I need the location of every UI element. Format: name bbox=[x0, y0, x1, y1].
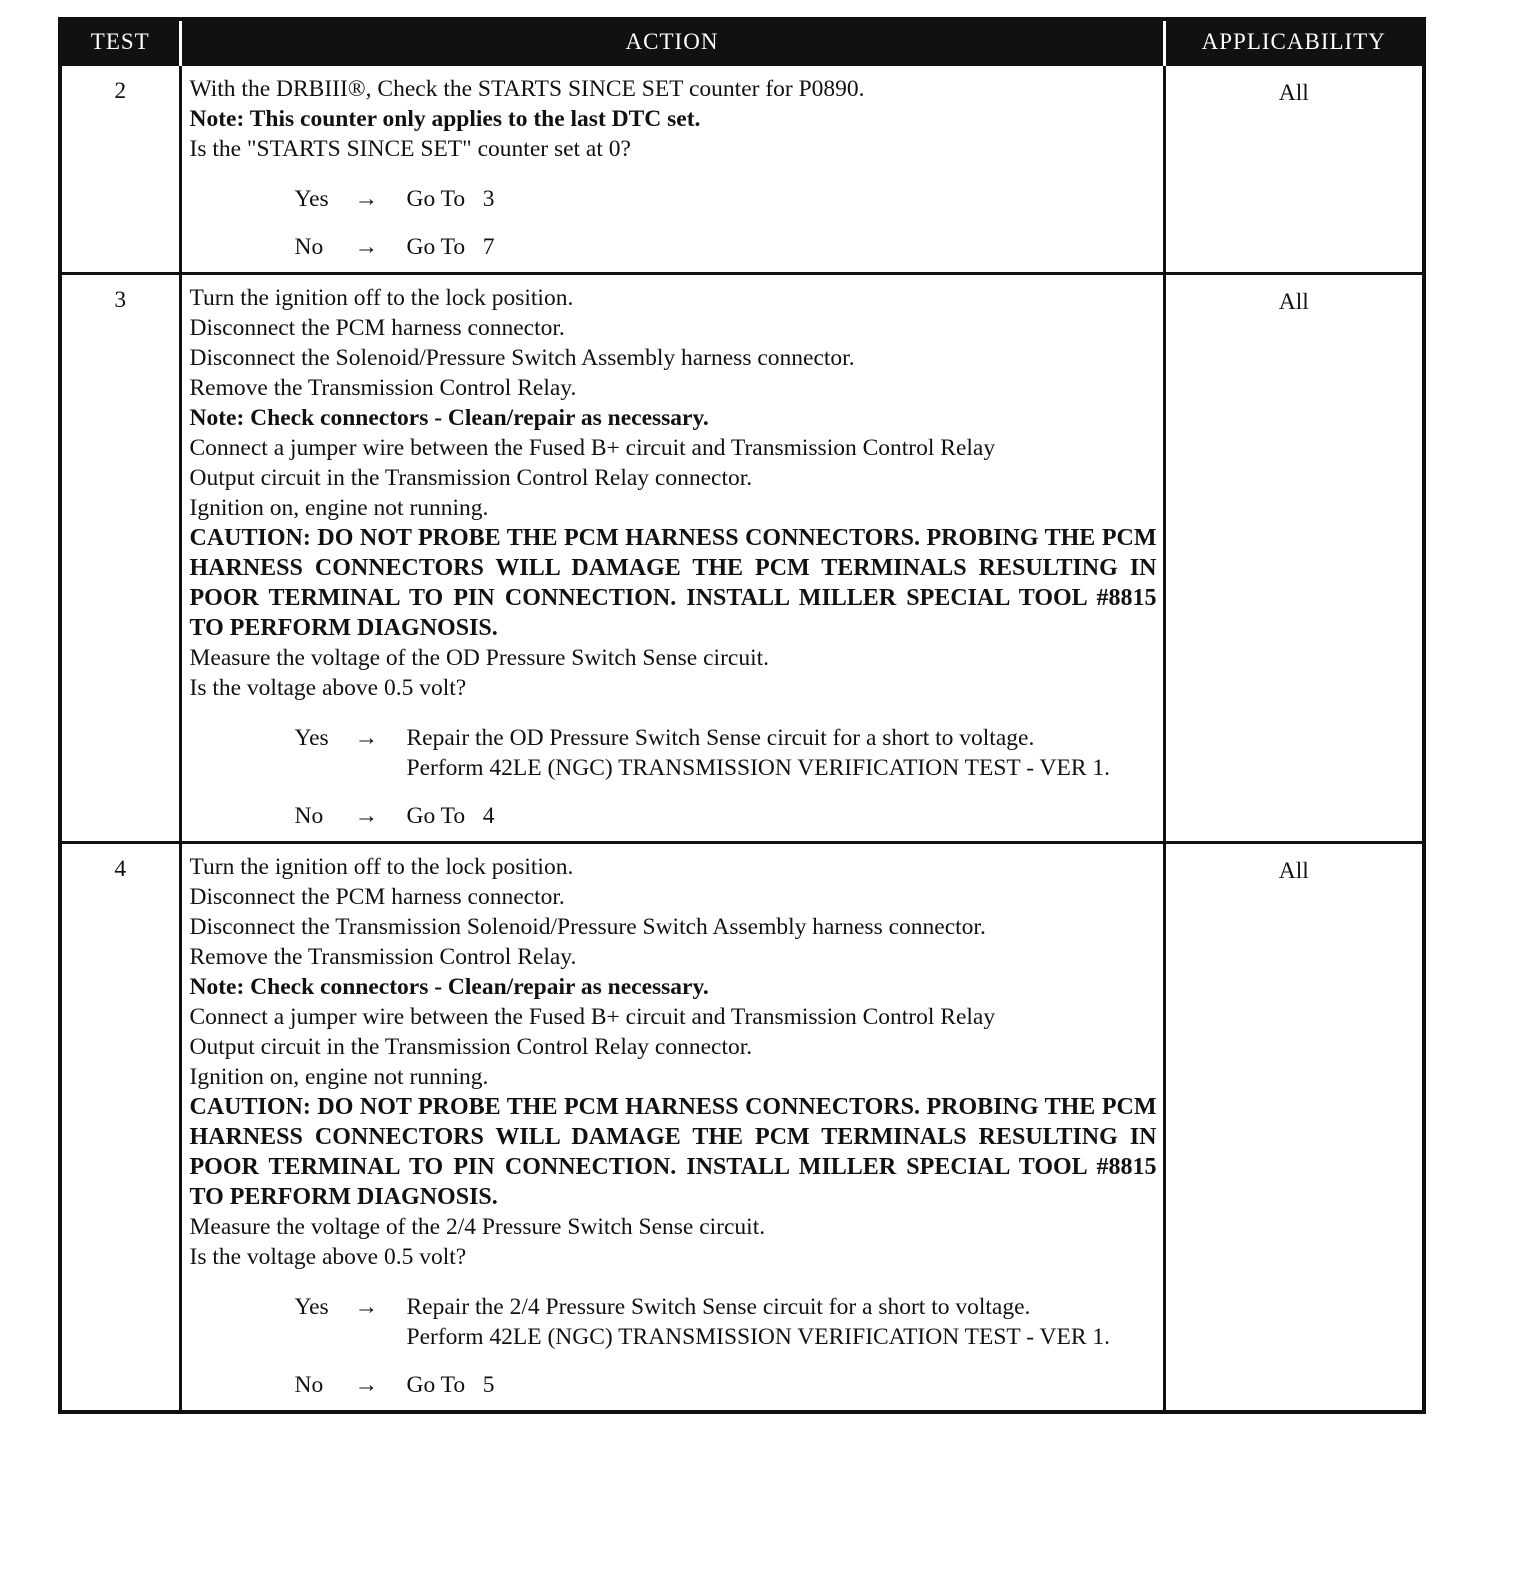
yes-repair-text: Repair the OD Pressure Switch Sense circuit for a short to voltage. bbox=[406, 725, 1035, 751]
test-number: 2 bbox=[60, 65, 180, 274]
note-line: Note: Check connectors - Clean/repair as necessary. bbox=[189, 974, 709, 1000]
arrow-icon: → bbox=[354, 1372, 378, 1398]
note-line: Note: This counter only applies to the last DTC set. bbox=[189, 106, 701, 132]
arrow-icon: → bbox=[354, 725, 378, 751]
question-line: Is the voltage above 0.5 volt? bbox=[189, 1244, 467, 1270]
action-line: Connect a jumper wire between the Fused B+ circuit and Transmission Control Relay bbox=[189, 1004, 996, 1030]
no-text: Go To 5 bbox=[406, 1372, 495, 1398]
action-line: Ignition on, engine not running. bbox=[189, 495, 489, 521]
result-yes bbox=[295, 184, 1157, 214]
test-number: 4 bbox=[60, 843, 180, 1413]
note-line: Note: Check connectors - Clean/repair as necessary. bbox=[189, 405, 709, 431]
action-line: Ignition on, engine not running. bbox=[189, 1064, 489, 1090]
action-line: Disconnect the Solenoid/Pressure Switch Assembly harness connector. bbox=[189, 345, 855, 371]
yes-repair-text: Repair the 2/4 Pressure Switch Sense circuit for a short to voltage. bbox=[406, 1294, 1031, 1320]
no-label: No bbox=[294, 234, 324, 260]
action-line: Turn the ignition off to the lock position. bbox=[189, 854, 574, 880]
yes-text bbox=[407, 1292, 1157, 1352]
result-yes bbox=[295, 723, 1157, 783]
caution-text: CAUTION: DO NOT PROBE THE PCM HARNESS CONNECTORS. PROBING THE PCM HARNESS CONNECTORS WILL DAMAGE THE PCM TERMINALS RESULTING IN POOR TERMINAL TO PIN CONNECTION. INSTALL MILLER SPECIAL TOOL #8815 TO PERFORM DIAGNOSIS. bbox=[189, 1094, 1157, 1210]
yes-verify-text: Perform 42LE (NGC) TRANSMISSION VERIFICATION TEST - VER 1. bbox=[406, 1324, 1110, 1350]
action-line: Turn the ignition off to the lock position. bbox=[189, 285, 574, 311]
arrow-icon: → bbox=[354, 803, 378, 829]
yes-label: Yes bbox=[294, 1294, 329, 1320]
arrow-icon: → bbox=[354, 234, 378, 260]
action-line: Measure the voltage of the 2/4 Pressure Switch Sense circuit. bbox=[189, 1214, 766, 1240]
action-line: Remove the Transmission Control Relay. bbox=[189, 944, 577, 970]
arrow-icon: → bbox=[354, 186, 378, 212]
result-yes bbox=[295, 1292, 1157, 1352]
question-line: Is the "STARTS SINCE SET" counter set at 0? bbox=[189, 136, 631, 162]
caution-text: CAUTION: DO NOT PROBE THE PCM HARNESS CONNECTORS. PROBING THE PCM HARNESS CONNECTORS WILL DAMAGE THE PCM TERMINALS RESULTING IN POOR TERMINAL TO PIN CONNECTION. INSTALL MILLER SPECIAL TOOL #8815 TO PERFORM DIAGNOSIS. bbox=[189, 525, 1157, 641]
test-row-4 bbox=[60, 843, 1424, 1413]
action-line: Output circuit in the Transmission Control Relay connector. bbox=[189, 1034, 753, 1060]
action-line: Measure the voltage of the OD Pressure Switch Sense circuit. bbox=[189, 645, 770, 671]
test-number: 3 bbox=[60, 274, 180, 843]
no-label: No bbox=[294, 1372, 324, 1398]
result-no bbox=[295, 232, 1157, 262]
result-no bbox=[295, 1370, 1157, 1400]
action-cell bbox=[180, 274, 1164, 843]
question-line: Is the voltage above 0.5 volt? bbox=[189, 675, 467, 701]
action-line: Remove the Transmission Control Relay. bbox=[189, 375, 577, 401]
result-no bbox=[295, 801, 1157, 831]
action-line: Connect a jumper wire between the Fused B+ circuit and Transmission Control Relay bbox=[189, 435, 996, 461]
yes-verify-text: Perform 42LE (NGC) TRANSMISSION VERIFICATION TEST - VER 1. bbox=[406, 755, 1110, 781]
yes-label: Yes bbox=[294, 725, 329, 751]
test-row-2 bbox=[60, 65, 1424, 274]
yes-text bbox=[407, 723, 1157, 783]
diagnostic-table bbox=[58, 17, 1426, 1414]
header-applicability: APPLICABILITY bbox=[1164, 19, 1424, 65]
table-header-row bbox=[60, 19, 1424, 65]
no-text: Go To 7 bbox=[406, 234, 495, 260]
action-cell bbox=[180, 843, 1164, 1413]
action-line: Disconnect the PCM harness connector. bbox=[189, 315, 565, 341]
yes-text: Go To 3 bbox=[406, 186, 495, 212]
action-line: Disconnect the PCM harness connector. bbox=[189, 884, 565, 910]
applicability-cell: All bbox=[1164, 274, 1424, 843]
action-line: Disconnect the Transmission Solenoid/Pressure Switch Assembly harness connector. bbox=[189, 914, 986, 940]
applicability-cell: All bbox=[1164, 65, 1424, 274]
no-text: Go To 4 bbox=[406, 803, 495, 829]
arrow-icon: → bbox=[354, 1294, 378, 1320]
action-cell bbox=[180, 65, 1164, 274]
action-line: With the DRBIII®, Check the STARTS SINCE SET counter for P0890. bbox=[189, 76, 865, 102]
header-action: ACTION bbox=[180, 19, 1164, 65]
yes-label: Yes bbox=[294, 186, 329, 212]
action-line: Output circuit in the Transmission Control Relay connector. bbox=[189, 465, 753, 491]
applicability-cell: All bbox=[1164, 843, 1424, 1413]
test-row-3 bbox=[60, 274, 1424, 843]
header-test: TEST bbox=[60, 19, 180, 65]
no-label: No bbox=[294, 803, 324, 829]
